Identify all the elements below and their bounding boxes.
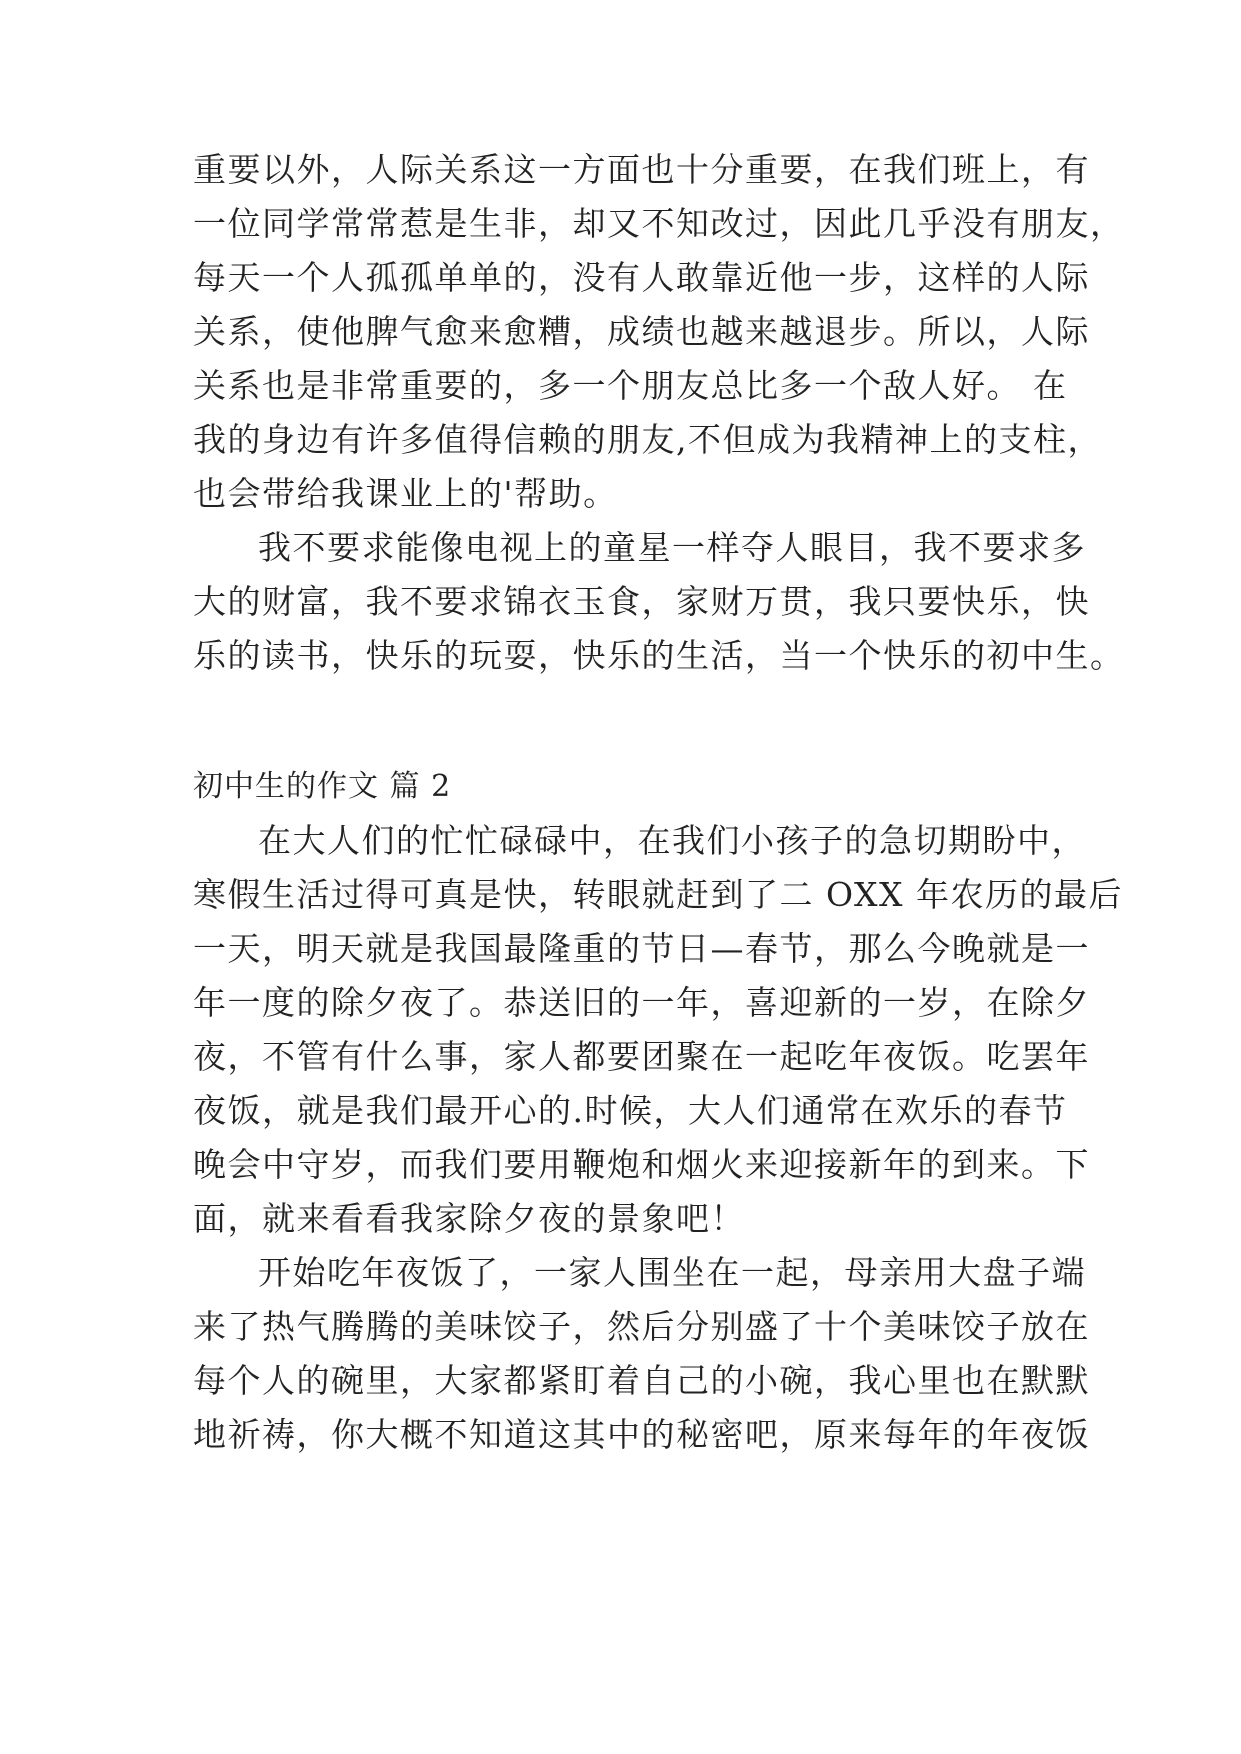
text-line: 开始吃年夜饭了，一家人围坐在一起，母亲用大盘子端	[258, 1253, 1086, 1292]
text-line: 在大人们的忙忙碌碌中，在我们小孩子的急切期盼中，	[258, 821, 1086, 860]
text-line: 面，就来看看我家除夕夜的景象吧！	[193, 1199, 745, 1238]
text-line: 乐的读书，快乐的玩耍，快乐的生活，当一个快乐的初中生。	[193, 636, 1125, 675]
text-line: 重要以外，人际关系这一方面也十分重要，在我们班上，有	[193, 150, 1090, 189]
text-line: 我不要求能像电视上的童星一样夺人眼目，我不要求多	[258, 528, 1086, 567]
text-line: 一位同学常常惹是生非，却又不知改过，因此几乎没有朋友，	[193, 204, 1125, 243]
text-line: 关系，使他脾气愈来愈糟，成绩也越来越退步。所以，人际	[193, 312, 1090, 351]
text-line: 夜饭，就是我们最开心的.时候，大人们通常在欢乐的春节	[193, 1091, 1068, 1130]
text-line: 地祈祷，你大概不知道这其中的秘密吧，原来每年的年夜饭	[193, 1415, 1090, 1454]
text-line: 来了热气腾腾的美味饺子，然后分别盛了十个美味饺子放在	[193, 1307, 1090, 1346]
text-line: 也会带给我课业上的'帮助。	[193, 474, 618, 513]
section-title: 初中生的作文 篇 2	[193, 769, 452, 804]
text-line: 我的身边有许多值得信赖的朋友,不但成为我精神上的支柱，	[193, 420, 1102, 459]
text-line: 一天，明天就是我国最隆重的节日—春节，那么今晚就是一	[193, 929, 1090, 968]
text-line: 晚会中守岁，而我们要用鞭炮和烟火来迎接新年的到来。下	[193, 1145, 1090, 1184]
text-line: 每天一个人孤孤单单的，没有人敢靠近他一步，这样的人际	[193, 258, 1090, 297]
text-line: 年一度的除夕夜了。恭送旧的一年，喜迎新的一岁，在除夕	[193, 983, 1090, 1022]
text-line: 大的财富，我不要求锦衣玉食，家财万贯，我只要快乐，快	[193, 582, 1090, 621]
text-line: 寒假生活过得可真是快，转眼就赶到了二 OXX 年农历的最后	[193, 875, 1123, 914]
text-line: 关系也是非常重要的，多一个朋友总比多一个敌人好。 在	[193, 366, 1068, 405]
text-line: 每个人的碗里，大家都紧盯着自己的小碗，我心里也在默默	[193, 1361, 1090, 1400]
text-line: 夜，不管有什么事，家人都要团聚在一起吃年夜饭。吃罢年	[193, 1037, 1090, 1076]
